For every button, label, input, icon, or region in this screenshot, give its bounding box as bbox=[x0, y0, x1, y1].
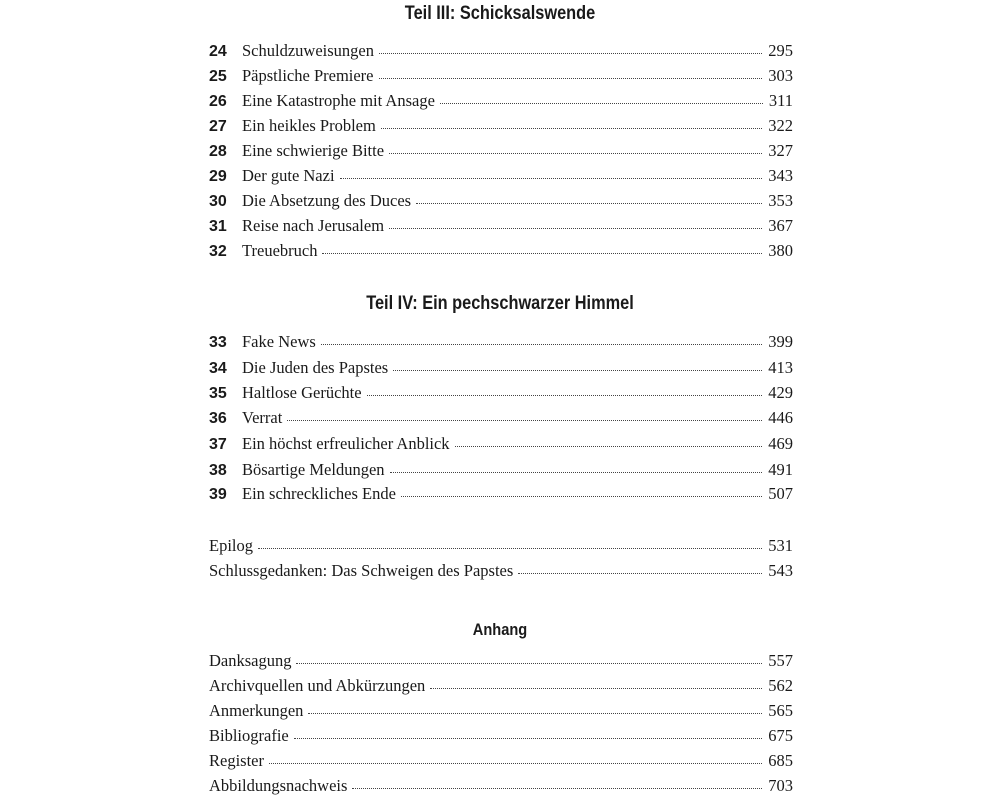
toc-entry-31 bbox=[209, 213, 793, 238]
section-title: Register bbox=[209, 751, 264, 770]
toc-entry-28 bbox=[209, 138, 793, 163]
toc-entry-34 bbox=[209, 355, 793, 380]
page-number: 322 bbox=[768, 116, 793, 135]
section-title: Epilog bbox=[209, 536, 253, 555]
toc-entry-abbildungsnachweis bbox=[209, 773, 793, 798]
dot-leader bbox=[518, 572, 762, 574]
toc-entry-register bbox=[209, 748, 793, 773]
dot-leader bbox=[321, 343, 762, 345]
chapter-title: Die Juden des Papstes bbox=[242, 358, 389, 377]
dot-leader bbox=[455, 445, 763, 447]
section-title: Bibliografie bbox=[209, 726, 289, 745]
page-number: 446 bbox=[768, 408, 793, 427]
page-number: 557 bbox=[768, 651, 793, 670]
chapter-title: Die Absetzung des Duces bbox=[242, 191, 412, 210]
dot-leader bbox=[258, 547, 762, 549]
chapter-number: 37 bbox=[209, 436, 227, 453]
page-number: 469 bbox=[768, 434, 793, 453]
chapter-number: 31 bbox=[209, 218, 227, 235]
chapter-number: 36 bbox=[209, 410, 227, 427]
chapter-title: Eine Katastrophe mit Ansage bbox=[242, 91, 435, 110]
page-number: 295 bbox=[768, 41, 793, 60]
chapter-number: 25 bbox=[209, 68, 227, 85]
section-title: Anmerkungen bbox=[209, 701, 304, 720]
page-number: 703 bbox=[768, 776, 793, 795]
dot-leader bbox=[379, 52, 762, 54]
dot-leader bbox=[440, 102, 763, 104]
page-number: 507 bbox=[768, 484, 793, 503]
page-number: 491 bbox=[768, 460, 793, 479]
dot-leader bbox=[393, 369, 762, 371]
section-title: Danksagung bbox=[209, 651, 292, 670]
dot-leader bbox=[416, 202, 762, 204]
chapter-title: Verrat bbox=[242, 408, 283, 427]
chapter-number: 28 bbox=[209, 143, 227, 160]
toc-entry-25 bbox=[209, 63, 793, 88]
dot-leader bbox=[296, 662, 762, 664]
chapter-title: Ein schreckliches Ende bbox=[242, 484, 396, 503]
toc-entry-30 bbox=[209, 188, 793, 213]
dot-leader bbox=[379, 77, 763, 79]
toc-entry-24 bbox=[209, 38, 793, 63]
page-number: 311 bbox=[768, 91, 793, 110]
dot-leader bbox=[401, 495, 762, 497]
page-number: 685 bbox=[768, 751, 793, 770]
chapter-title: Der gute Nazi bbox=[242, 166, 335, 185]
page-number: 367 bbox=[768, 216, 793, 235]
chapter-title: Ein heikles Problem bbox=[242, 116, 376, 135]
page-number: 429 bbox=[768, 383, 793, 402]
chapter-title: Schuldzuweisungen bbox=[242, 41, 374, 60]
toc-entry-anmerkungen bbox=[209, 698, 793, 723]
dot-leader bbox=[352, 787, 762, 789]
chapter-number: 29 bbox=[209, 168, 227, 185]
chapter-number: 26 bbox=[209, 93, 227, 110]
toc-entry-archivquellen bbox=[209, 673, 793, 698]
toc-entry-epilog bbox=[209, 533, 793, 558]
toc-entry-schlussgedanken bbox=[209, 558, 793, 583]
chapter-title: Ein höchst erfreulicher Anblick bbox=[242, 434, 450, 453]
appendix-title: Anhang bbox=[472, 620, 528, 639]
toc-entry-36 bbox=[209, 405, 793, 430]
page-number: 562 bbox=[768, 676, 793, 695]
toc-entry-32 bbox=[209, 238, 793, 263]
toc-entry-26 bbox=[209, 88, 793, 113]
page-number: 399 bbox=[768, 332, 793, 351]
toc-entry-39 bbox=[209, 481, 793, 506]
toc-entry-35 bbox=[209, 380, 793, 405]
page-number: 543 bbox=[768, 561, 793, 580]
chapter-number: 24 bbox=[209, 43, 227, 60]
chapter-title: Treuebruch bbox=[242, 241, 318, 260]
dot-leader bbox=[430, 687, 762, 689]
chapter-number: 33 bbox=[209, 334, 227, 351]
dot-leader bbox=[390, 471, 763, 473]
chapter-number: 27 bbox=[209, 118, 227, 135]
chapter-title: Eine schwierige Bitte bbox=[242, 141, 385, 160]
page-number: 327 bbox=[768, 141, 793, 160]
toc-entry-29 bbox=[209, 163, 793, 188]
section-title: Archivquellen und Abkürzungen bbox=[209, 676, 426, 695]
dot-leader bbox=[269, 762, 762, 764]
chapter-number: 38 bbox=[209, 462, 227, 479]
chapter-title: Fake News bbox=[242, 332, 316, 351]
dot-leader bbox=[340, 177, 763, 179]
chapter-number: 30 bbox=[209, 193, 227, 210]
part-title-iii: Teil III: Schicksalswende bbox=[404, 3, 596, 24]
dot-leader bbox=[389, 152, 762, 154]
chapter-title: Bösartige Meldungen bbox=[242, 460, 385, 479]
page-number: 353 bbox=[768, 191, 793, 210]
toc-entry-bibliografie bbox=[209, 723, 793, 748]
page-number: 303 bbox=[768, 66, 793, 85]
dot-leader bbox=[287, 419, 762, 421]
page-number: 531 bbox=[768, 536, 793, 555]
chapter-number: 39 bbox=[209, 486, 227, 503]
page-number: 413 bbox=[768, 358, 793, 377]
dot-leader bbox=[294, 737, 763, 739]
chapter-number: 32 bbox=[209, 243, 227, 260]
dot-leader bbox=[308, 712, 762, 714]
dot-leader bbox=[322, 252, 762, 254]
chapter-title: Päpstliche Premiere bbox=[242, 66, 374, 85]
page-number: 343 bbox=[768, 166, 793, 185]
chapter-title: Haltlose Gerüchte bbox=[242, 383, 362, 402]
section-title: Schlussgedanken: Das Schweigen des Papstes bbox=[209, 561, 514, 580]
page-number: 380 bbox=[768, 241, 793, 260]
chapter-title: Reise nach Jerusalem bbox=[242, 216, 385, 235]
toc-entry-33 bbox=[209, 329, 793, 354]
page-number: 565 bbox=[768, 701, 793, 720]
section-title: Abbildungsnachweis bbox=[209, 776, 348, 795]
page-number: 675 bbox=[768, 726, 793, 745]
dot-leader bbox=[389, 227, 762, 229]
chapter-number: 35 bbox=[209, 385, 227, 402]
toc-entry-danksagung bbox=[209, 648, 793, 673]
toc-entry-38 bbox=[209, 457, 793, 482]
part-title-iv: Teil IV: Ein pechschwarzer Himmel bbox=[366, 293, 634, 314]
dot-leader bbox=[381, 127, 762, 129]
toc-entry-27 bbox=[209, 113, 793, 138]
chapter-number: 34 bbox=[209, 360, 227, 377]
toc-entry-37 bbox=[209, 431, 793, 456]
dot-leader bbox=[367, 394, 763, 396]
